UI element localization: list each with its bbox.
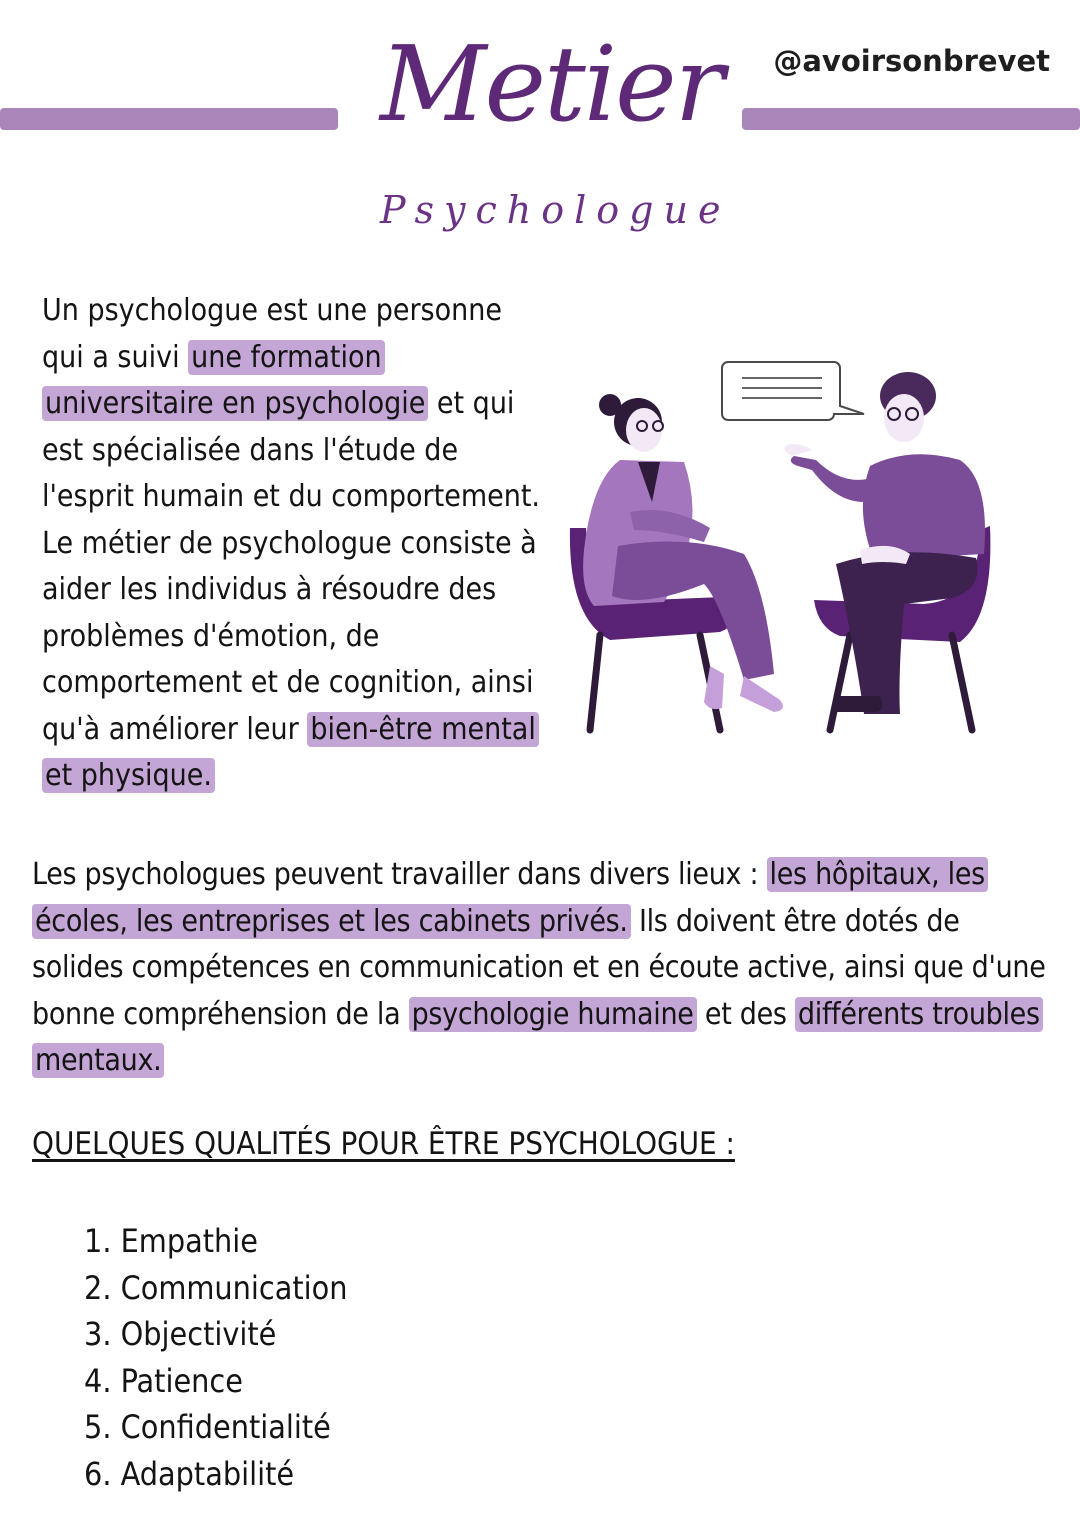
header-bar-right bbox=[742, 108, 1080, 130]
intro-paragraph bbox=[42, 288, 552, 800]
list-item: 1. Empathie bbox=[84, 1222, 258, 1260]
workplaces-highlight-troubles: différents troubles mentaux. bbox=[32, 997, 1043, 1079]
intro-highlight-formation: une formation universitaire en psychologie bbox=[42, 340, 428, 422]
page-title: Metier bbox=[380, 23, 723, 145]
intro-text-1: Un psychologue est une personne qui a suivi bbox=[42, 293, 502, 375]
speech-bubble-icon bbox=[722, 362, 864, 420]
list-item: 4. Patience bbox=[84, 1361, 243, 1400]
list-item: 6. Adaptabilité bbox=[84, 1454, 295, 1493]
workplaces-text-3: et des bbox=[696, 996, 795, 1032]
list-item: 5. Confidentialité bbox=[84, 1408, 331, 1446]
qualities-list bbox=[84, 1218, 348, 1497]
workplaces-highlight-lieux: les hôpitaux, les écoles, les entreprises et les cabinets privés. bbox=[32, 857, 988, 939]
author-handle: @avoirsonbrevet bbox=[773, 44, 1050, 78]
psychologist-session-illustration bbox=[560, 350, 1010, 750]
woman-figure-icon bbox=[583, 394, 783, 712]
qualities-heading: QUELQUES QUALITÉS POUR ÊTRE PSYCHOLOGUE : bbox=[32, 1126, 735, 1162]
workplaces-text-2: Ils doivent être dotés de solides compétences en communication et en écoute active, ainsi que d'une bonne compréhension de la bbox=[32, 903, 1046, 1032]
intro-highlight-bien-etre: bien-être mental et physique. bbox=[42, 712, 539, 794]
list-item: 3. Objectivité bbox=[84, 1315, 277, 1353]
workplaces-highlight-psychologie: psychologie humaine bbox=[409, 997, 697, 1032]
list-item: 2. Communication bbox=[84, 1268, 348, 1307]
page-subtitle: Psychologue bbox=[380, 188, 731, 232]
intro-text-2: et qui est spécialisée dans l'étude de l'esprit humain et du comportement. Le métier de psychologue consiste à aider les individus à résoudre des problèmes d'émotion, de comportement et de cognition, ainsi qu'à améliorer leur bbox=[42, 386, 540, 747]
workplaces-paragraph bbox=[32, 852, 1050, 1085]
workplaces-text-1: Les psychologues peuvent travailler dans divers lieux : bbox=[32, 857, 767, 892]
header-bar-left bbox=[0, 108, 338, 130]
